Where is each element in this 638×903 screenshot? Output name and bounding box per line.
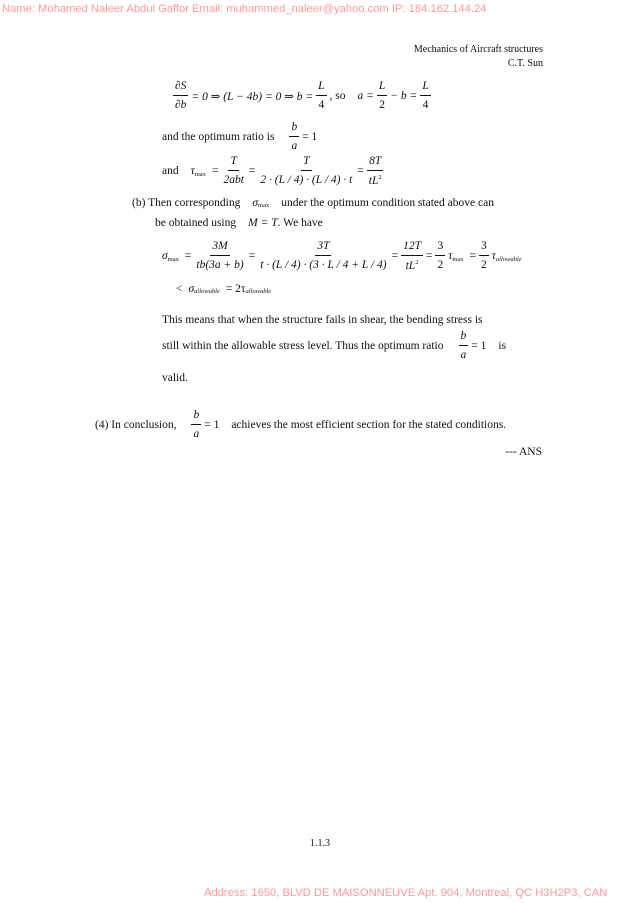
explanation-line3: valid. bbox=[162, 372, 188, 384]
header-book-title: Mechanics of Aircraft structures bbox=[413, 44, 543, 55]
page-number: 1.1.3 bbox=[310, 838, 330, 849]
part-b-line1: (b) Then corresponding σ max under the optimum condition stated above can bbox=[132, 196, 494, 209]
conclusion-line: (4) In conclusion, $\frac{b}{a}$ = 1 achieves the most efficient section for the stated conditions. bbox=[95, 409, 507, 440]
header-author: C.T. Sun bbox=[507, 58, 543, 69]
answer-mark: --- ANS bbox=[505, 446, 542, 458]
explanation-line2: still within the allowable stress level. Thus the optimum ratio $\frac{b}{a}$ = 1 is bbox=[162, 330, 507, 361]
explanation-line1: This means that when the structure fails in shear, the bending stress is bbox=[162, 314, 483, 326]
equation-dS-db: $\frac{\partial S}{\partial b}$ = 0 ⇒ (L − 4b) = 0 ⇒ b = $\frac{L}{4}$ , so a = $\frac{L}{2}$ − b = $\frac{L}{4}$ bbox=[175, 80, 429, 111]
equation-tau-max: and τ max = $\frac{T}{\text{2abt}}$ = $\frac{T}{2 \cdot (L / 4) \cdot (L / 4) \cdot t}$ = $\frac{8T}{tL^2}$ bbox=[162, 155, 382, 187]
part-b-line2: be obtained using M = T . We have bbox=[155, 217, 323, 229]
watermark-bottom: Address: 1650, BLVD DE MAISONNEUVE Apt. 904, Montreal, QC H3H2P3, CAN bbox=[204, 887, 608, 899]
equation-sigma-max: σ max = $\frac{3M}{tb(3a + b)}$ = $\frac{3T}{t \cdot (L / 4) \cdot (3 \cdot L / 4 + L / 4)}$ = $\frac{12T}{tL^2}$ = $\frac{3}{2}$ τ max = $\frac{3}{2}$ τ allowable bbox=[162, 240, 522, 272]
optimum-ratio-line: and the optimum ratio is $\frac{b}{a}$ = 1 bbox=[162, 121, 318, 152]
equation-sigma-allowable: < σ allowable = 2τ allowable bbox=[176, 282, 272, 295]
watermark-top: Name: Mohamed Naleer Abdul Gaffor Email: muhammed_naleer@yahoo.com IP: 184.162.144.24 bbox=[2, 3, 487, 15]
